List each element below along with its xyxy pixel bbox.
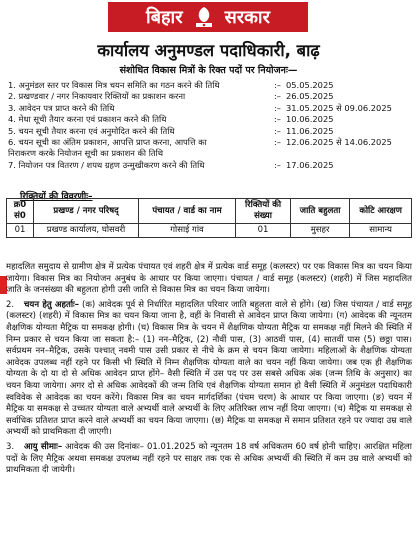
- schedule-separator: :–: [274, 114, 281, 125]
- vacancy-section-title: रिक्तियों की विवरणीः–: [20, 192, 93, 202]
- schedule-separator: :–: [274, 102, 281, 113]
- cell-caste: मुसहर: [291, 224, 350, 238]
- ashoka-emblem-icon: [193, 5, 215, 29]
- schedule-row: [8, 148, 412, 159]
- banner-left-text: बिहार: [146, 7, 183, 28]
- schedule-date: 05.05.2025: [286, 80, 334, 90]
- schedule-label: 5. चयन सूची तैयार करना एवं अनुमोदित करने की तिथि: [8, 125, 175, 136]
- paragraph-2: [6, 300, 412, 439]
- schedule-row: [8, 114, 412, 125]
- header-block: प्रखण्ड / नगर परिषद्: [34, 199, 139, 224]
- schedule-date: [286, 148, 412, 159]
- schedule-label: 3. आवेदन पत्र प्राप्त करने की तिथि: [8, 102, 115, 113]
- schedule-separator: :–: [274, 159, 281, 170]
- schedule-row: [8, 91, 412, 102]
- table-header-row: [7, 199, 412, 224]
- schedule-separator: :–: [274, 91, 281, 102]
- notice-body: [6, 262, 412, 480]
- paragraph-2-body: (क) आवेदक पूर्व से निर्धारित महादलित परिवार जाति बहुलता वाले से होंगे। (ख) जिस पंचायत / वार्ड समूह (कलस्टर) (शहरी) में विकास मित्र का चयन किया जाना है, वहीं के निवासी से आवेदन प्राप्त किया जायेगा। (ग) आवेदक की न्यूनतम शैक्षणिक योग्यता मैट्रिक या समकक्ष होगी। (घ) विकास मित्र के चयन में शैक्षणिक योग्यता मैट्रिक या समकक्ष नहीं मिलने की स्थिति में निम्न प्रकार से चयन किया जा सकता है:– (1) नन–मैट्रिक, (2) नौवीं पास, (3) आठवीं पास, (4) सातवीं पास (5) छठ्ठा पास। सर्वप्रथम नन–मैट्रिक, उसके पश्चात् नवमी पास उसी प्रकार से नीचे के क्रम से चयन किया जायेगा। महिलाओं के शैक्षणिक योग्यता आवेदक उपलब्ध नहीं रहने पर किसी भी स्थिति में निम्न शैक्षणिक योग्यता वाले का चयन नहीं किया जायेगा। जब एक ही शैक्षणिक योग्यता के दो या दो से अधिक आवेदन प्राप्त होंगे– वैसी स्थिति में उस पद पर उस सबसे अधिक अंक (जन्म तिथि के अनुसार) का चयन किया जायेगा। अगर दो से अधिक आवेदकों की जन्म तिथि एवं शैक्षणिक योग्यता समान हो वैसी स्थिति में अनुमंडल पदाधिकारी स्वविवेक से आवेदक का चयन करेंगे। विकास मित्र का चयन मार्गदर्शिका (पंचम चरण) के आधार पर किया जाएगा। (ङ) चयन में मैट्रिक या समकक्ष से उच्चतर योग्यता वाले अभ्यर्थी वाले अभ्यर्थी के लिए अतिरिक्त लाभ नहीं दिया जाएगा। (च) मैट्रिक या समकक्ष से सर्वाधिक प्रतिशत प्राप्त करने वाले अभ्यर्थी का चयन किया जाएगा। (छ) मैट्रिक या समकक्ष में समान प्रतिशत रहने पर ज्यादा उम्र वाले अभ्यर्थी को प्राथमिकता दी जाएगी।: [6, 299, 413, 438]
- paragraph-1: महादलित समुदाय से ग्रामीण क्षेत्र में प्रत्येक पंचायत एवं शहरी क्षेत्र में प्रत्येक वार्ड समूह (कलस्टर) पर एक विकास मित्र का चयन किया जायेगा। विकास मित्र का नियोजन अनुबंध के आधार पर किया जाएगा। पंचायत / वार्ड समूह (कलस्टर) (शहरी) में जिस महादलित जाति के जनसंख्या की बहुलता होगी उसी जाति से विकास मित्र का चयन किया जायेगा।: [6, 262, 412, 296]
- paragraph-3-heading: आयु सीमाः–: [24, 441, 63, 452]
- vacancy-table: [6, 198, 412, 238]
- cell-block: प्रखण्ड कार्यालय, घोसवरी: [34, 224, 139, 238]
- paragraph-3-number: 3.: [6, 441, 15, 452]
- schedule-row: [8, 103, 412, 114]
- government-banner: [108, 2, 308, 32]
- schedule-label: 7. नियोजन पत्र वितरण / शपथ ग्रहण उन्मुखीकरण करने की तिथि: [8, 159, 205, 170]
- schedule-label: 2. प्रखण्डवार / नगर निकायवार रिक्तियों का प्रकाशन करना: [8, 91, 186, 102]
- schedule-date: 17.06.2025: [286, 159, 334, 170]
- schedule-date: 26.05.2025: [286, 91, 334, 102]
- office-title: कार्यालय अनुमण्डल पदाधिकारी, बाढ़: [97, 41, 320, 60]
- schedule-label: 4. मेधा सूची तैयार करना एवं प्रकाशन करने की तिथि: [8, 114, 167, 125]
- header-category: कोटि आरक्षण: [350, 199, 412, 224]
- schedule-row: [8, 126, 412, 137]
- schedule-date: 10.06.2025: [286, 114, 334, 125]
- schedule-separator: :–: [274, 80, 281, 90]
- header-serial: क्र0 सं0: [7, 199, 34, 224]
- paragraph-2-number: 2.: [6, 299, 15, 310]
- notice-subtitle: संशोधित विकास मित्रों के रिक्त पदों पर नियोजनः—: [119, 65, 298, 76]
- schedule-row: [8, 80, 412, 91]
- schedule-date: 11.06.2025: [286, 125, 334, 136]
- schedule-row: [8, 160, 412, 171]
- schedule-date: 12.06.2025 से 14.06.2025: [286, 137, 392, 148]
- header-panchayat: पंचायत / वार्ड का नाम: [139, 199, 236, 224]
- schedule-label: 1. अनुमंडल स्तर पर विकास मित्र चयन समिति का गठन करने की तिथि: [8, 80, 220, 90]
- table-row: [7, 224, 412, 238]
- schedule-separator: :–: [274, 125, 281, 136]
- cell-vacancy-count: 01: [236, 224, 291, 238]
- banner-right-text: सरकार: [224, 7, 270, 28]
- header-vacancy-count: रिक्तियों की संख्या: [236, 199, 291, 224]
- schedule-row: [8, 137, 412, 148]
- schedule-list: [8, 80, 412, 171]
- paragraph-3: [6, 442, 412, 477]
- schedule-separator: :–: [274, 137, 281, 148]
- paragraph-2-heading: चयन हेतु अहर्ताः–: [24, 299, 80, 310]
- schedule-separator: [274, 148, 286, 159]
- schedule-label: 6. चयन सूची का अंतिम प्रकाशन, आपत्ति प्राप्त करना, आपत्ति का: [8, 137, 207, 148]
- schedule-label: निराकरण करके नियोजन सूची का प्रकाशन की तिथि: [8, 148, 164, 159]
- schedule-date: 31.05.2025 से 09.06.2025: [286, 102, 392, 113]
- cell-category: सामान्य: [350, 224, 412, 238]
- cell-panchayat: गोसाई गांव: [139, 224, 236, 238]
- paragraph-3-body: आवेदक की उस दिनांकः– 01.01.2025 को न्यूनतम 18 वर्ष अधिकतम 60 वर्ष होनी चाहिए। आरक्षित महिला पदों के लिए मैट्रिक अथवा समकक्ष उपलब्ध नहीं रहने पर साक्षर तक एक से अधिक अभ्यर्थी की स्थिति में कम उम्र वाले अभ्यर्थी को प्राथमिकता दी जायेगी।: [6, 441, 412, 476]
- cell-serial: 01: [7, 224, 34, 238]
- header-caste: जाति बहुलता: [291, 199, 350, 224]
